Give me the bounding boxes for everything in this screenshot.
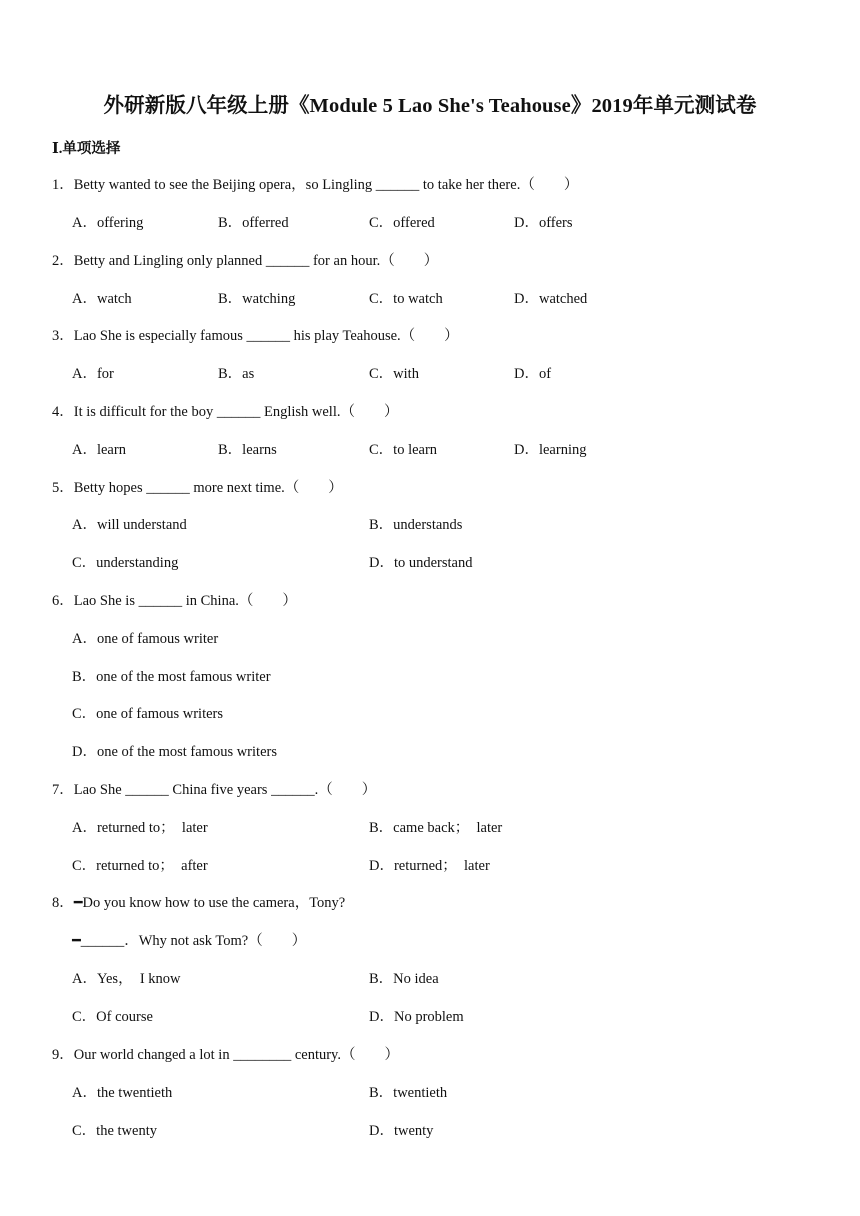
- section-heading: Ⅰ.单项选择: [52, 141, 121, 157]
- option-b: B．twentieth: [369, 1085, 448, 1101]
- option-a: A．watch: [72, 291, 132, 307]
- question-stem: 6．Lao She is ______ in China.（ ）: [52, 593, 297, 609]
- option-c: C．returned to； after: [72, 858, 208, 874]
- question-stem: 9．Our world changed a lot in ________ century.（ ）: [52, 1047, 399, 1063]
- option-b: B．watching: [218, 291, 296, 307]
- option-b: B．offerred: [218, 215, 289, 231]
- question-stem: 4．It is difficult for the boy ______ English well.（ ）: [52, 404, 399, 420]
- option-a: A．one of famous writer: [72, 631, 219, 647]
- option-c: C．to watch: [369, 291, 443, 307]
- question-stem: 2．Betty and Lingling only planned ______ for an hour.（ ）: [52, 253, 439, 269]
- option-d: D．No problem: [369, 1009, 464, 1025]
- question-stem: 8．━Do you know how to use the camera，Tony?: [52, 895, 346, 911]
- option-a: A．for: [72, 366, 114, 382]
- option-b: B．as: [218, 366, 255, 382]
- option-c: C．Of course: [72, 1009, 153, 1025]
- option-c: C．the twenty: [72, 1123, 157, 1139]
- option-b: B．understands: [369, 517, 463, 533]
- question-stem: 7．Lao She ______ China five years ______.（ ）: [52, 782, 377, 798]
- option-c: C．with: [369, 366, 419, 382]
- question-stem: 1．Betty wanted to see the Beijing opera，so Lingling ______ to take her there.（ ）: [52, 177, 579, 193]
- option-c: C．one of famous writers: [72, 706, 224, 722]
- option-a: A．learn: [72, 442, 126, 458]
- option-a: A．offering: [72, 215, 144, 231]
- option-a: A．returned to； later: [72, 820, 208, 836]
- option-a: A．the twentieth: [72, 1085, 173, 1101]
- option-b: B．No idea: [369, 971, 439, 987]
- option-c: C．offered: [369, 215, 435, 231]
- question-stem: 3．Lao She is especially famous ______ his play Teahouse.（ ）: [52, 328, 459, 344]
- option-b: B．one of the most famous writer: [72, 669, 271, 685]
- option-d: D．of: [514, 366, 552, 382]
- option-a: A．Yes， I know: [72, 971, 181, 987]
- question-stem: 5．Betty hopes ______ more next time.（ ）: [52, 480, 343, 496]
- option-d: D．to understand: [369, 555, 473, 571]
- option-d: D．offers: [514, 215, 573, 231]
- option-d: D．learning: [514, 442, 587, 458]
- option-d: D．twenty: [369, 1123, 434, 1139]
- page-title: 外研新版八年级上册《Module 5 Lao She's Teahouse》2019年单元测试卷: [103, 95, 757, 117]
- option-d: D．watched: [514, 291, 588, 307]
- option-d: D．one of the most famous writers: [72, 744, 277, 760]
- question-stem-reply: ━______．Why not ask Tom?（ ）: [72, 933, 307, 949]
- option-b: B．learns: [218, 442, 277, 458]
- option-b: B．came back； later: [369, 820, 503, 836]
- option-c: C．understanding: [72, 555, 179, 571]
- option-d: D．returned； later: [369, 858, 490, 874]
- option-a: A．will understand: [72, 517, 187, 533]
- option-c: C．to learn: [369, 442, 438, 458]
